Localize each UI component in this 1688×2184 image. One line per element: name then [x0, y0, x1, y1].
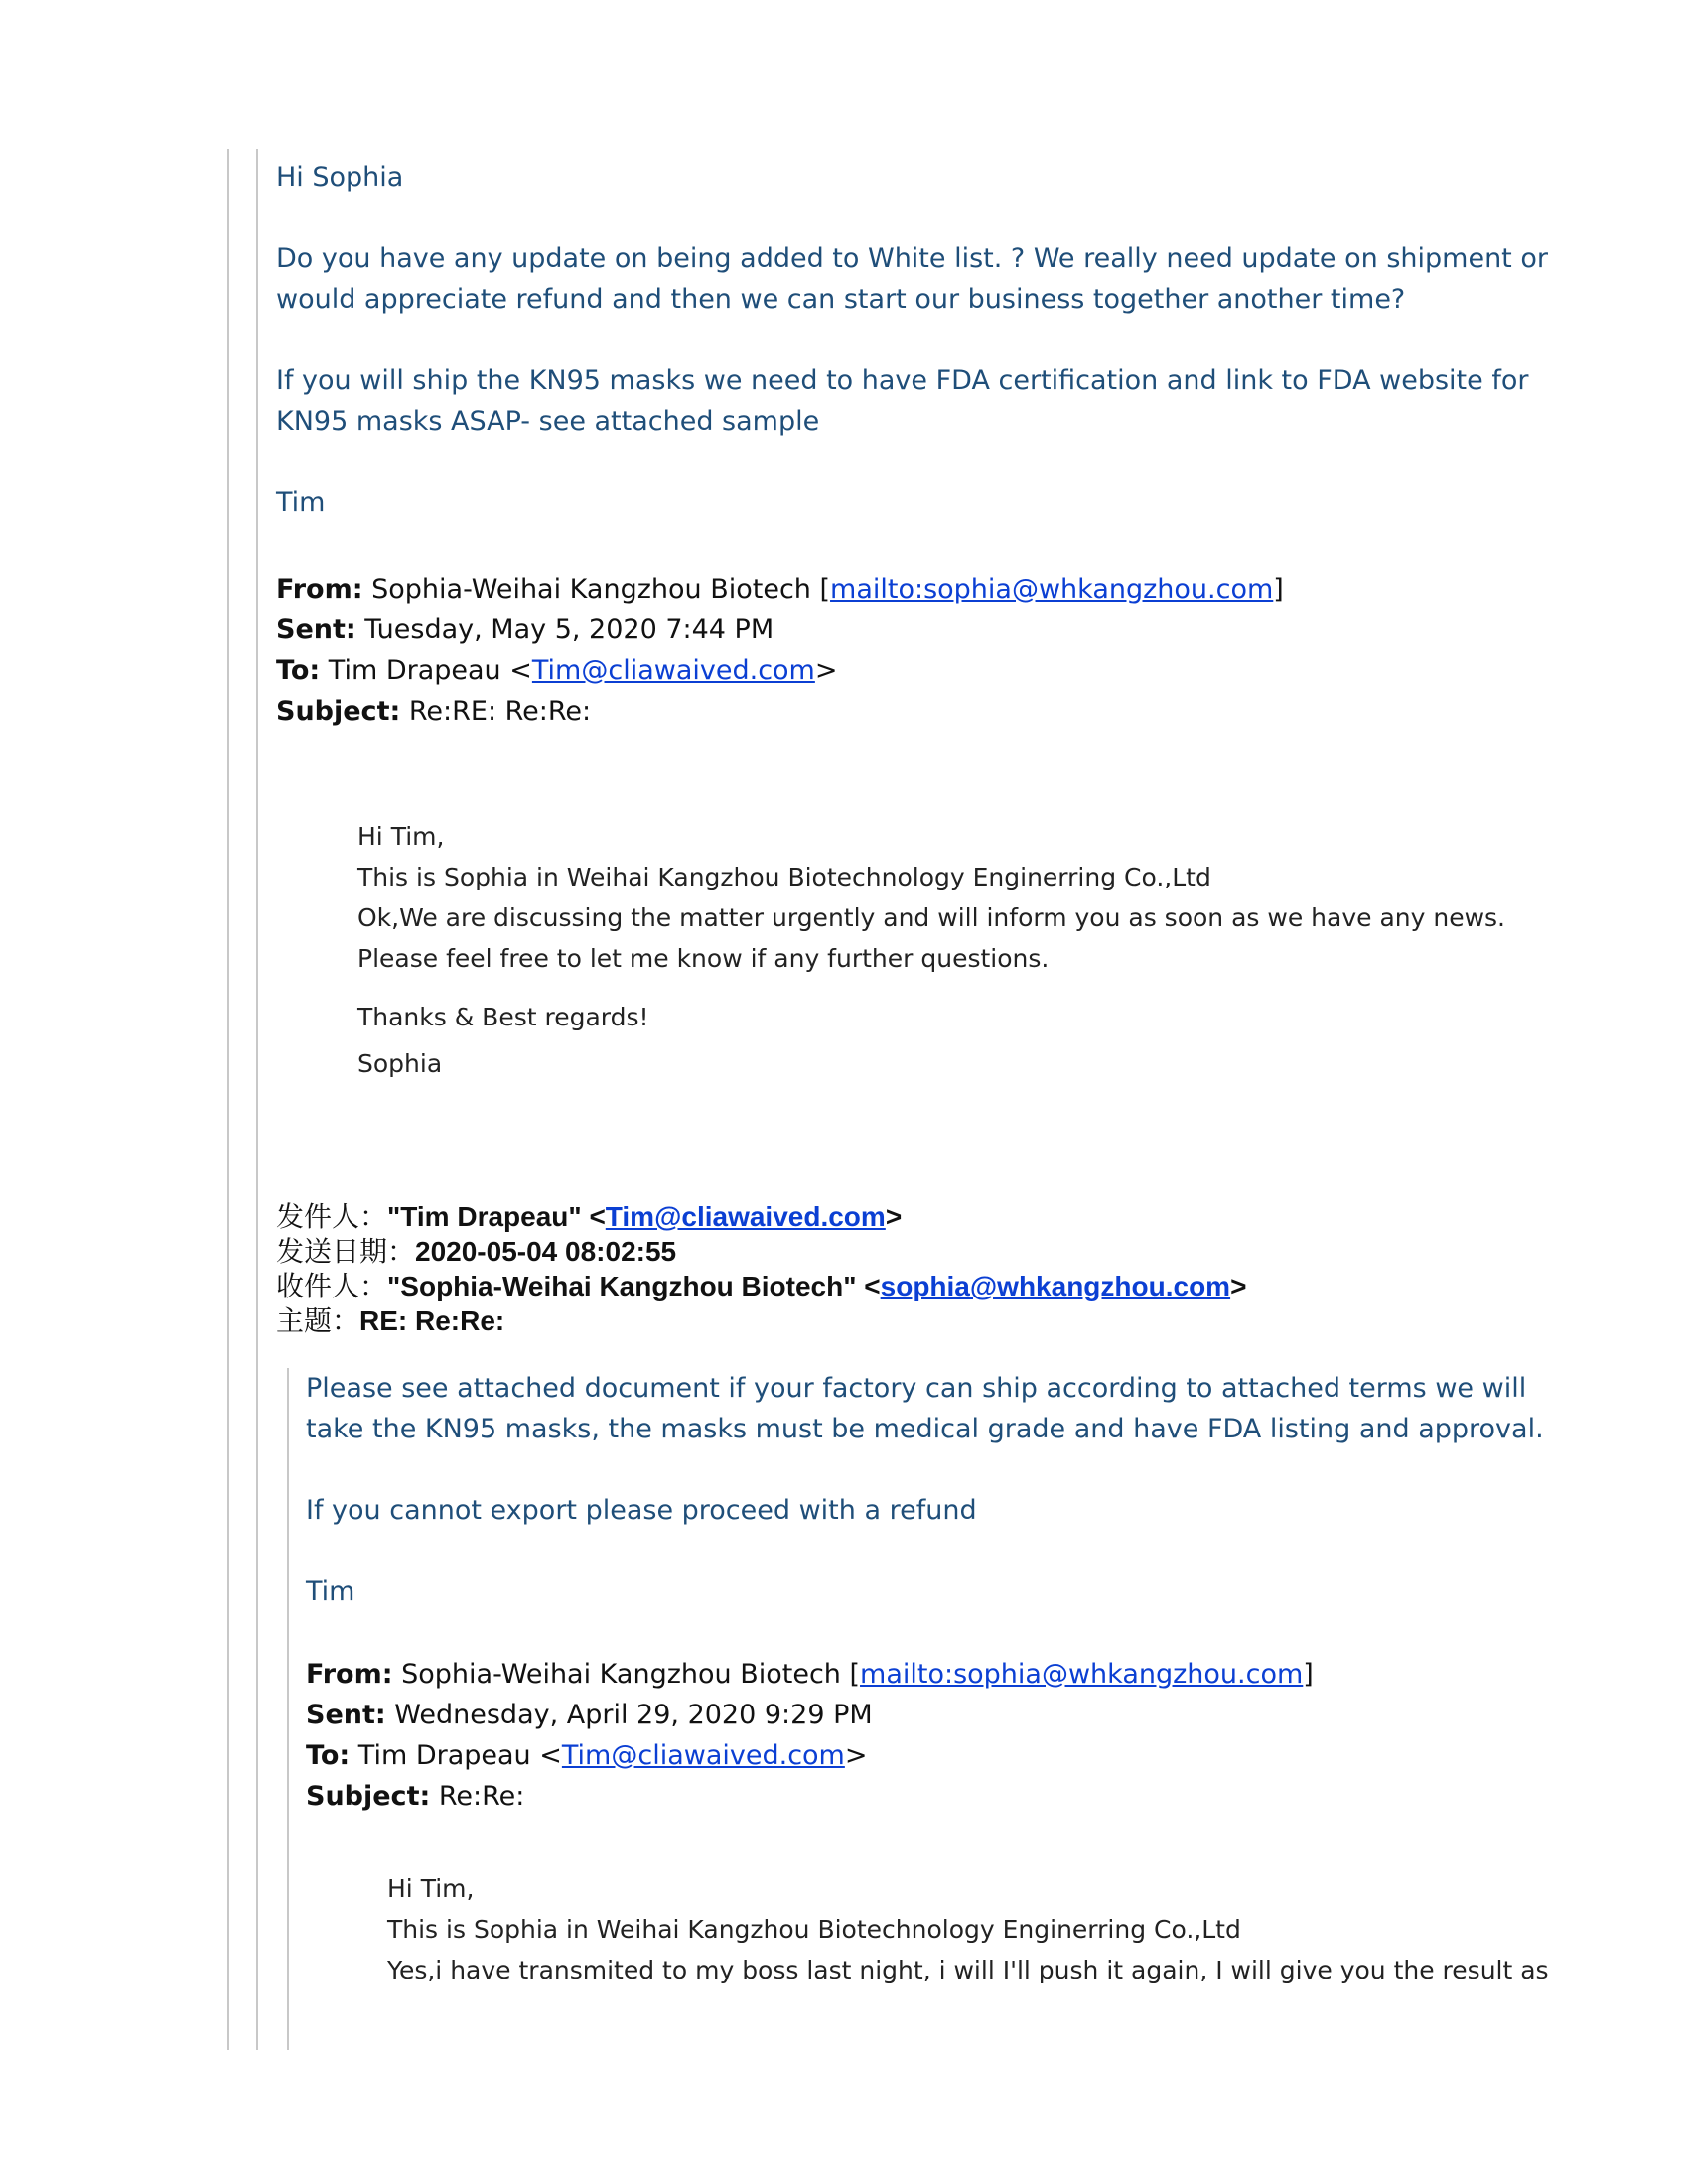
- header-subject: [276, 691, 1567, 732]
- reply-body-1: [357, 816, 1549, 1084]
- cn-to-close: >: [1230, 1271, 1247, 1301]
- cn-from-close: >: [885, 1201, 903, 1232]
- signoff: Tim: [306, 1576, 355, 1607]
- header-to: [306, 1735, 1597, 1776]
- header-from: [306, 1654, 1597, 1695]
- to-email-link[interactable]: Tim@cliawaived.com: [531, 655, 815, 686]
- to-name: Tim Drapeau <: [357, 1740, 562, 1771]
- to-close: >: [844, 1740, 868, 1771]
- cn-email-header: [276, 1199, 1567, 1338]
- reply-line: Ok,We are discussing the matter urgently and will inform you as soon as we have any news.: [357, 903, 1505, 932]
- reply-line: This is Sophia in Weihai Kangzhou Biotechnology Enginerring Co.,Ltd: [357, 863, 1211, 891]
- from-close: ]: [1273, 574, 1284, 605]
- header-from: [276, 569, 1567, 610]
- to-name: Tim Drapeau <: [328, 655, 532, 686]
- email-header-1: [276, 569, 1567, 732]
- cn-subject-label: 主题：: [276, 1305, 360, 1336]
- sent-label: Sent:: [306, 1700, 386, 1730]
- subject-value: Re:RE: Re:Re:: [408, 696, 592, 727]
- cn-to: [276, 1269, 1567, 1303]
- email-header-2: [306, 1654, 1597, 1817]
- cn-subject: [276, 1303, 1567, 1338]
- reply-line: Hi Tim,: [357, 822, 445, 851]
- header-sent: [306, 1695, 1597, 1735]
- paragraph-line: Please see attached document if your factory can ship according to attached terms we will: [306, 1373, 1527, 1404]
- quote-bar-inner: [256, 149, 258, 2050]
- from-label: From:: [276, 574, 363, 605]
- reply-line: This is Sophia in Weihai Kangzhou Biotechnology Enginerring Co.,Ltd: [387, 1915, 1241, 1944]
- sent-value: Tuesday, May 5, 2020 7:44 PM: [364, 614, 774, 645]
- subject-label: Subject:: [276, 696, 401, 727]
- from-name: Sophia-Weihai Kangzhou Biotech [: [371, 574, 831, 605]
- cn-date-label: 发送日期：: [276, 1236, 416, 1267]
- greeting: Hi Sophia: [276, 162, 404, 193]
- reply-line: Yes,i have transmited to my boss last night, i will I'll push it again, I will give you the result as: [387, 1956, 1549, 1984]
- cn-from: [276, 1199, 1567, 1234]
- from-email-link[interactable]: mailto:sophia@whkangzhou.com: [860, 1659, 1304, 1690]
- cn-to-email-link[interactable]: sophia@whkangzhou.com: [880, 1271, 1231, 1301]
- paragraph-line: would appreciate refund and then we can start our business together another time?: [276, 284, 1406, 315]
- subject-label: Subject:: [306, 1781, 431, 1812]
- email-body-2: [306, 1368, 1597, 1612]
- cn-date: [276, 1234, 1567, 1269]
- cn-to-label: 收件人：: [276, 1271, 388, 1301]
- paragraph-line: Do you have any update on being added to White list. ? We really need update on shipment or: [276, 243, 1548, 274]
- paragraph-line: If you will ship the KN95 masks we need to have FDA certification and link to FDA website for: [276, 365, 1529, 396]
- to-label: To:: [306, 1740, 351, 1771]
- to-email-link[interactable]: Tim@cliawaived.com: [561, 1740, 845, 1771]
- quote-bar-nested: [287, 1368, 289, 2050]
- sent-label: Sent:: [276, 614, 356, 645]
- cn-from-email-link[interactable]: Tim@cliawaived.com: [605, 1201, 886, 1232]
- reply-line: Please feel free to let me know if any further questions.: [357, 944, 1050, 973]
- sent-value: Wednesday, April 29, 2020 9:29 PM: [394, 1700, 873, 1730]
- from-close: ]: [1303, 1659, 1314, 1690]
- header-sent: [276, 610, 1567, 650]
- header-subject: [306, 1776, 1597, 1817]
- to-close: >: [814, 655, 838, 686]
- reply-line: Thanks & Best regards!: [357, 1003, 649, 1031]
- from-email-link[interactable]: mailto:sophia@whkangzhou.com: [830, 574, 1274, 605]
- email-body-1: [276, 157, 1567, 523]
- from-name: Sophia-Weihai Kangzhou Biotech [: [401, 1659, 861, 1690]
- cn-to-value: "Sophia-Weihai Kangzhou Biotech" <: [387, 1271, 881, 1301]
- from-label: From:: [306, 1659, 393, 1690]
- reply-line: Hi Tim,: [387, 1874, 475, 1903]
- header-to: [276, 650, 1567, 691]
- cn-from-value: "Tim Drapeau" <: [387, 1201, 606, 1232]
- paragraph-line: KN95 masks ASAP- see attached sample: [276, 406, 820, 437]
- quote-bar-outer: [227, 149, 229, 2050]
- reply-line: Sophia: [357, 1049, 443, 1078]
- reply-body-2: [387, 1868, 1579, 1990]
- cn-date-value: 2020-05-04 08:02:55: [415, 1236, 677, 1267]
- cn-from-label: 发件人：: [276, 1201, 388, 1232]
- to-label: To:: [276, 655, 321, 686]
- paragraph-line: If you cannot export please proceed with a refund: [306, 1495, 977, 1526]
- cn-subject-value: RE: Re:Re:: [359, 1305, 505, 1336]
- paragraph-line: take the KN95 masks, the masks must be medical grade and have FDA listing and approval.: [306, 1414, 1544, 1444]
- signoff: Tim: [276, 487, 326, 518]
- subject-value: Re:Re:: [438, 1781, 525, 1812]
